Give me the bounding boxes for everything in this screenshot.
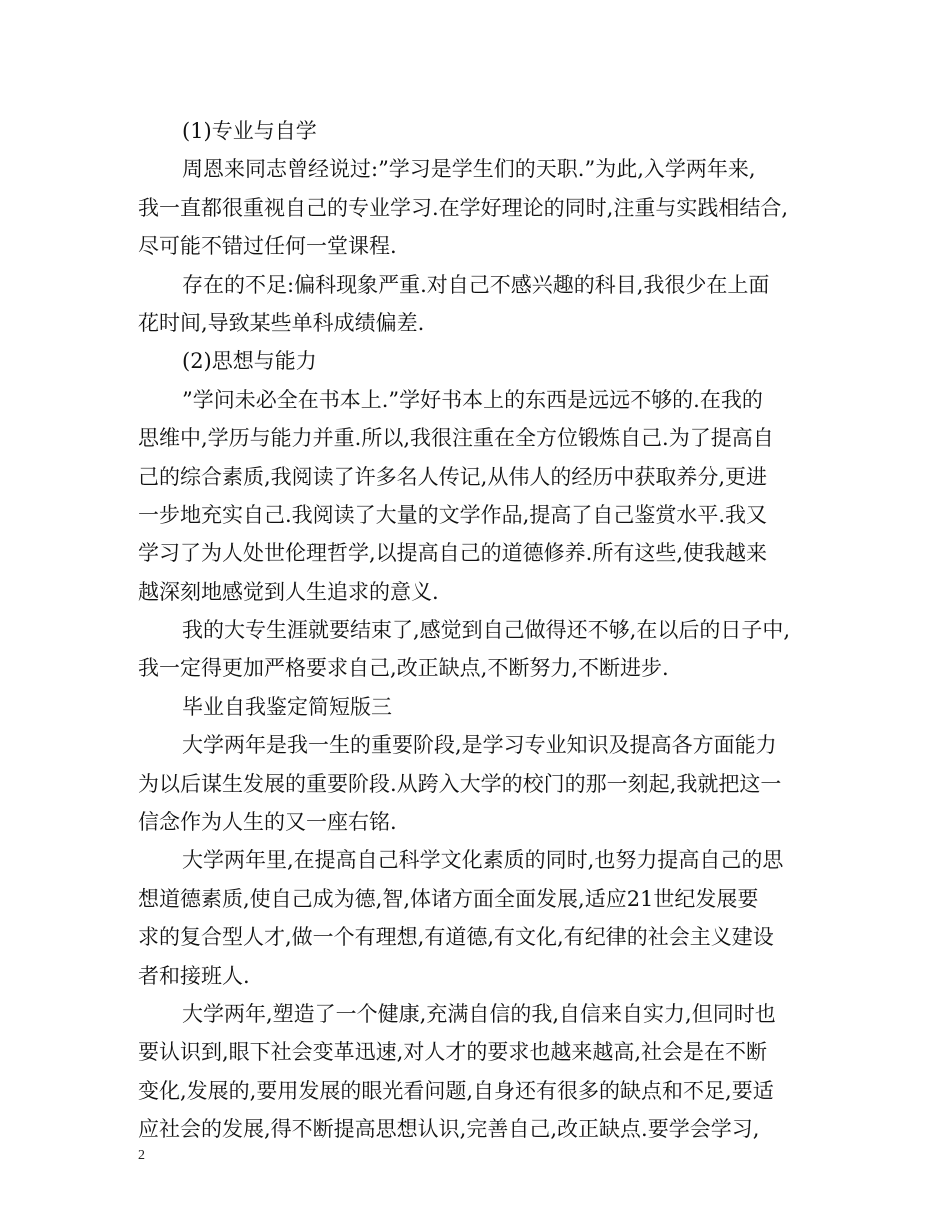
paragraph-line: 我的大专生涯就要结束了,感觉到自己做得还不够,在以后的日子中, [182, 618, 791, 643]
paragraph-line: 越深刻地感觉到人生追求的意义. [138, 579, 439, 604]
paragraph-line: 一步地充实自己.我阅读了大量的文学作品,提高了自己鉴赏水平.我又 [138, 502, 768, 527]
section-heading: (1)专业与自学 [182, 119, 317, 143]
paragraph-line: 存在的不足:偏科现象严重.对自己不感兴趣的科目,我很少在上面 [182, 272, 770, 297]
paragraph-line: 想道德素质,使自己成为德,智,体诸方面全面发展,适应21世纪发展要 [138, 886, 759, 911]
section-heading: 毕业自我鉴定简短版三 [182, 694, 392, 719]
paragraph-line: 花时间,导致某些单科成绩偏差. [138, 310, 425, 335]
section-heading: (2)思想与能力 [182, 349, 317, 374]
paragraph-line: 己的综合素质,我阅读了许多名人传记,从伟人的经历中获取养分,更进 [138, 464, 768, 489]
paragraph-line: 大学两年是我一生的重要阶段,是学习专业知识及提高各方面能力 [182, 733, 777, 758]
paragraph-line: 应社会的发展,得不断提高思想认识,完善自己,改正缺点.要学会学习, [138, 1117, 760, 1142]
paragraph-line: 我一直都很重视自己的专业学习.在学好理论的同时,注重与实践相结合, [138, 195, 789, 220]
paragraph-line: 信念作为人生的又一座右铭. [138, 810, 397, 835]
paragraph-line: 周恩来同志曾经说过:”学习是学生们的天职.”为此,入学两年来, [182, 157, 756, 182]
paragraph-line: ”学问未必全在书本上.”学好书本上的东西是远远不够的.在我的 [182, 387, 763, 412]
paragraph-line: 我一定得更加严格要求自己,改正缺点,不断努力,不断进步. [138, 656, 669, 681]
page-number: 2 [138, 1148, 145, 1163]
paragraph-line: 思维中,学历与能力并重.所以,我很注重在全方位锻炼自己.为了提高自 [138, 426, 774, 451]
paragraph-line: 大学两年里,在提高自己科学文化素质的同时,也努力提高自己的思 [182, 848, 784, 873]
paragraph-line: 尽可能不错过任何一堂课程. [138, 234, 397, 259]
paragraph-line: 为以后谋生发展的重要阶段.从跨入大学的校门的那一刻起,我就把这一 [138, 771, 782, 796]
paragraph-line: 求的复合型人才,做一个有理想,有道德,有文化,有纪律的社会主义建设 [138, 925, 774, 950]
paragraph-line: 变化,发展的,要用发展的眼光看问题,自身还有很多的缺点和不足,要适 [138, 1078, 774, 1103]
document-body [138, 112, 818, 1149]
paragraph-line: 大学两年,塑造了一个健康,充满自信的我,自信来自实力,但同时也 [182, 1001, 776, 1026]
paragraph-line: 学习了为人处世伦理哲学,以提高自己的道德修养.所有这些,使我越来 [138, 541, 768, 566]
paragraph-line: 者和接班人. [138, 963, 250, 988]
paragraph-line: 要认识到,眼下社会变革迅速,对人才的要求也越来越高,社会是在不断 [138, 1040, 768, 1065]
